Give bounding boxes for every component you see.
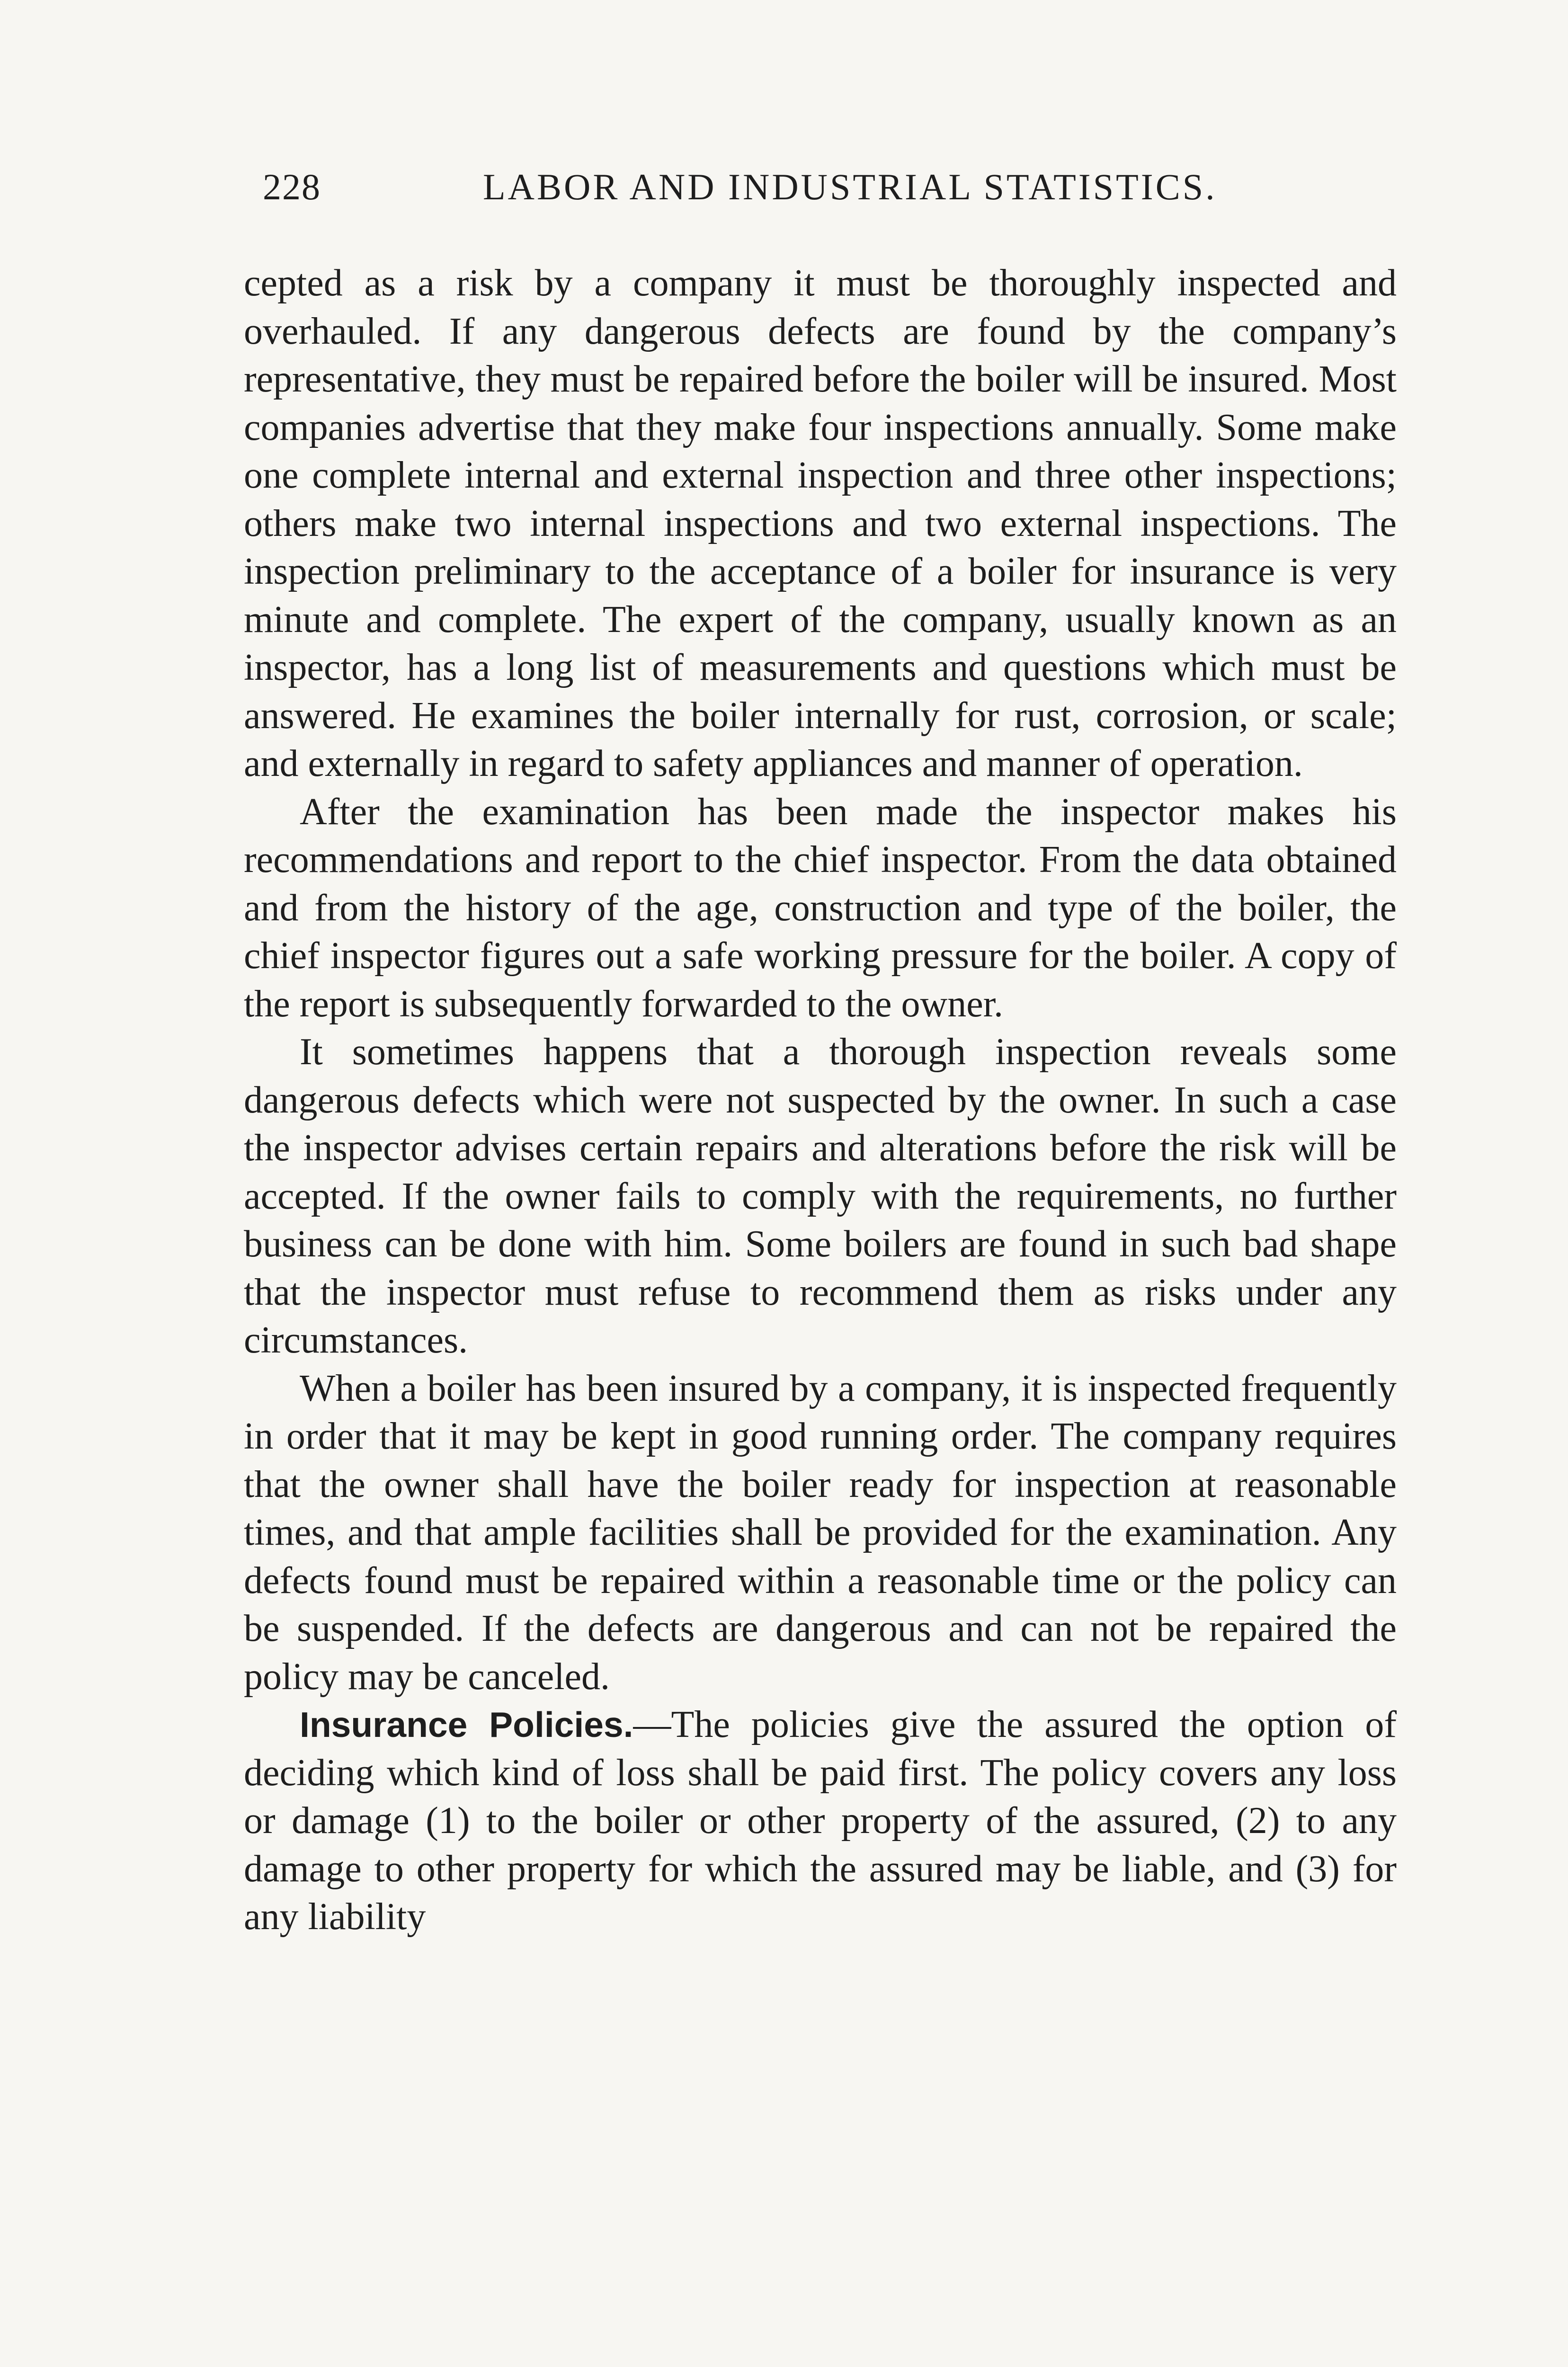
paragraph-inspection-continued: cepted as a risk by a company it must be thoroughly inspected and overhauled. If any dangerous defects are found by the company’s representative, they must be repaired before the boiler will be insured. Most companies advertise that they make four inspections annually. Some make one complete internal and external inspection and three other inspections; others make two internal inspections and two external inspections. The inspection preliminary to the acceptance of a boiler for insurance is very minute and complete. The expert of the company, usually known as an inspector, has a long list of measurements and questions which must be answered. He examines the boiler internally for rust, corrosion, or scale; and externally in regard to safety appliances and manner of operation. <box>244 262 1397 784</box>
paragraph-insured-boiler: When a boiler has been insured by a company, it is inspected frequently in order that it may be kept in good running order. The company requires that the owner shall have the boiler ready for inspection at reasonable times, and that ample facilities shall be provided for the examination. Any defects found must be repaired within a reasonable time or the policy can be suspended. If the defects are dangerous and can not be repaired the policy may be canceled. <box>244 1367 1397 1698</box>
running-title: LABOR AND INDUSTRIAL STATISTICS. <box>483 166 1217 207</box>
paragraph-insurance-policies <box>244 1701 1397 1941</box>
insurance-policies-heading: Insurance Policies. <box>300 1705 633 1744</box>
page-number: 228 <box>263 166 321 207</box>
paragraph-recommendations: After the examination has been made the inspector makes his recommendations and report to the chief inspector. From the data obtained and from the history of the age, construction and type of the boiler, the chief inspector figures out a safe working pressure for the boiler. A copy of the report is subsequently forwarded to the owner. <box>244 791 1397 1025</box>
body-text <box>244 259 1397 1941</box>
paragraph-dangerous-defects: It sometimes happens that a thorough inspection reveals some dangerous defects which were not suspected by the owner. In such a case the inspector advises certain repairs and alterations before the risk will be accepted. If the owner fails to comply with the requirements, no further business can be done with him. Some boilers are found in such bad shape that the inspector must refuse to recommend them as risks under any circumstances. <box>244 1031 1397 1361</box>
running-head <box>263 163 1390 211</box>
insurance-policies-text: —The policies give the assured the option of deciding which kind of loss shall be paid first. The policy covers any loss or damage (1) to the boiler or other property of the assured, (2) to any damage to other property for which the assured may be liable, and (3) for any liability <box>244 1704 1397 1938</box>
